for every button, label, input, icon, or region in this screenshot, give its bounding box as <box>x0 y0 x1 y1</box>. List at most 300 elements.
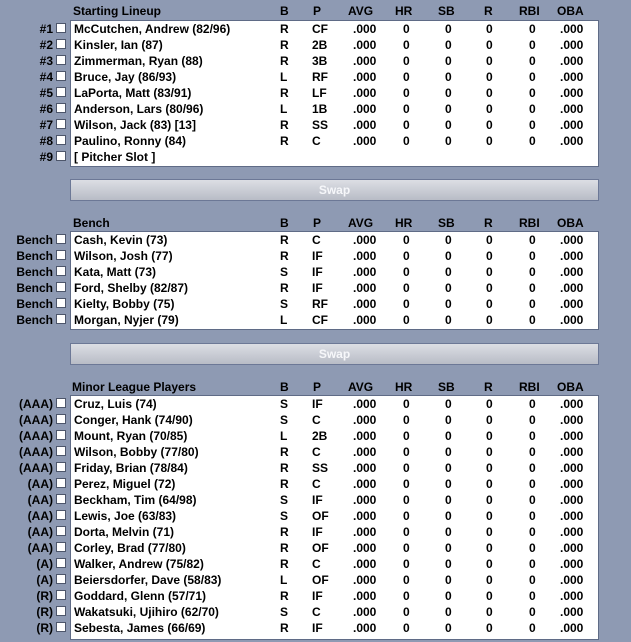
cell-avg: .000 <box>353 621 377 635</box>
cell-hr: 0 <box>403 541 410 555</box>
lineup-row[interactable] <box>0 149 631 165</box>
cell-sb: 0 <box>445 297 452 311</box>
slot-label: #9 <box>39 150 53 164</box>
row-checkbox[interactable] <box>56 39 66 49</box>
cell-name: Zimmerman, Ryan (88) <box>74 54 203 68</box>
cell-rbi: 0 <box>529 573 536 587</box>
cell-sb: 0 <box>445 477 452 491</box>
cell-name: Ford, Shelby (82/87) <box>74 281 189 295</box>
slot-label: Bench <box>16 265 53 279</box>
cell-hr: 0 <box>403 102 410 116</box>
slot-label: Bench <box>16 281 53 295</box>
cell-sb: 0 <box>445 249 452 263</box>
cell-r: 0 <box>486 397 493 411</box>
cell-name: Cash, Kevin (73) <box>74 233 168 247</box>
cell-name: Morgan, Nyjer (79) <box>74 313 179 327</box>
cell-p: IF <box>312 281 323 295</box>
cell-r: 0 <box>486 281 493 295</box>
cell-hr: 0 <box>403 86 410 100</box>
cell-name: Dorta, Melvin (71) <box>74 525 175 539</box>
cell-rbi: 0 <box>529 605 536 619</box>
cell-b: L <box>280 70 288 84</box>
cell-r: 0 <box>486 22 493 36</box>
cell-avg: .000 <box>353 233 377 247</box>
lineup-row[interactable] <box>0 21 631 37</box>
cell-r: 0 <box>486 573 493 587</box>
cell-p: OF <box>312 541 329 555</box>
cell-avg: .000 <box>353 541 377 555</box>
cell-oba: .000 <box>560 573 584 587</box>
cell-r: 0 <box>486 233 493 247</box>
cell-name: Walker, Andrew (75/82) <box>74 557 204 571</box>
cell-rbi: 0 <box>529 557 536 571</box>
cell-name: LaPorta, Matt (83/91) <box>74 86 192 100</box>
slot-label: #3 <box>39 54 53 68</box>
cell-oba: .000 <box>560 621 584 635</box>
cell-sb: 0 <box>445 281 452 295</box>
col-p-header: P <box>313 216 322 230</box>
cell-oba: .000 <box>560 477 584 491</box>
cell-p: C <box>312 477 321 491</box>
row-checkbox[interactable] <box>56 314 66 324</box>
cell-p: C <box>312 413 321 427</box>
cell-r: 0 <box>486 86 493 100</box>
cell-oba: .000 <box>560 413 584 427</box>
cell-r: 0 <box>486 541 493 555</box>
cell-rbi: 0 <box>529 493 536 507</box>
row-checkbox[interactable] <box>56 23 66 33</box>
bench-row[interactable] <box>0 296 631 312</box>
cell-b: S <box>280 265 289 279</box>
cell-b: L <box>280 573 288 587</box>
row-checkbox[interactable] <box>56 398 66 408</box>
cell-r: 0 <box>486 461 493 475</box>
col-rbi-header: RBI <box>519 4 540 18</box>
row-checkbox[interactable] <box>56 282 66 292</box>
slot-label: (AA) <box>27 477 53 491</box>
slot-label: Bench <box>16 297 53 311</box>
cell-rbi: 0 <box>529 477 536 491</box>
cell-p: IF <box>312 525 323 539</box>
col-r-header: R <box>484 4 493 18</box>
cell-p: IF <box>312 265 323 279</box>
cell-sb: 0 <box>445 54 452 68</box>
cell-sb: 0 <box>445 22 452 36</box>
cell-p: CF <box>312 22 328 36</box>
slot-label: #6 <box>39 102 53 116</box>
col-avg-header: AVG <box>348 4 374 18</box>
lineup-title: Starting Lineup <box>73 4 161 18</box>
cell-r: 0 <box>486 429 493 443</box>
cell-rbi: 0 <box>529 38 536 52</box>
row-checkbox[interactable] <box>56 574 66 584</box>
cell-sb: 0 <box>445 38 452 52</box>
cell-r: 0 <box>486 605 493 619</box>
bench-row[interactable] <box>0 312 631 328</box>
slot-label: Bench <box>16 249 53 263</box>
cell-oba: .000 <box>560 509 584 523</box>
cell-sb: 0 <box>445 313 452 327</box>
minors-row[interactable] <box>0 476 631 492</box>
row-checkbox[interactable] <box>56 558 66 568</box>
cell-p: OF <box>312 509 329 523</box>
slot-label: #1 <box>39 22 53 36</box>
cell-name: Sebesta, James (66/69) <box>74 621 206 635</box>
minors-row[interactable] <box>0 508 631 524</box>
cell-r: 0 <box>486 54 493 68</box>
slot-label: #4 <box>39 70 53 84</box>
cell-hr: 0 <box>403 249 410 263</box>
lineup-swap-button[interactable]: Swap <box>70 179 599 201</box>
cell-sb: 0 <box>445 118 452 132</box>
minors-row[interactable] <box>0 540 631 556</box>
cell-b: R <box>280 589 289 603</box>
cell-avg: .000 <box>353 429 377 443</box>
cell-hr: 0 <box>403 70 410 84</box>
cell-avg: .000 <box>353 281 377 295</box>
slot-label: (R) <box>36 605 53 619</box>
cell-avg: .000 <box>353 70 377 84</box>
cell-sb: 0 <box>445 573 452 587</box>
cell-sb: 0 <box>445 445 452 459</box>
cell-hr: 0 <box>403 134 410 148</box>
row-checkbox[interactable] <box>56 55 66 65</box>
row-checkbox[interactable] <box>56 622 66 632</box>
minors-row[interactable] <box>0 572 631 588</box>
row-checkbox[interactable] <box>56 87 66 97</box>
cell-sb: 0 <box>445 134 452 148</box>
minors-row[interactable] <box>0 460 631 476</box>
cell-hr: 0 <box>403 22 410 36</box>
cell-sb: 0 <box>445 557 452 571</box>
col-rbi-header: RBI <box>519 216 540 230</box>
cell-sb: 0 <box>445 461 452 475</box>
bench-title: Bench <box>73 216 110 230</box>
cell-b: L <box>280 429 288 443</box>
row-checkbox[interactable] <box>56 298 66 308</box>
col-oba-header: OBA <box>557 380 584 394</box>
cell-name: Mount, Ryan (70/85) <box>74 429 188 443</box>
cell-sb: 0 <box>445 102 452 116</box>
cell-b: S <box>280 509 289 523</box>
bench-row[interactable] <box>0 248 631 264</box>
cell-r: 0 <box>486 38 493 52</box>
slot-label: (R) <box>36 621 53 635</box>
cell-oba: .000 <box>560 429 584 443</box>
slot-label: (AAA) <box>19 445 53 459</box>
cell-rbi: 0 <box>529 233 536 247</box>
cell-name: Kata, Matt (73) <box>74 265 157 279</box>
cell-avg: .000 <box>353 605 377 619</box>
cell-p: LF <box>312 86 327 100</box>
cell-sb: 0 <box>445 541 452 555</box>
cell-avg: .000 <box>353 493 377 507</box>
cell-name: Wakatsuki, Ujihiro (62/70) <box>74 605 219 619</box>
row-checkbox[interactable] <box>56 526 66 536</box>
cell-r: 0 <box>486 621 493 635</box>
row-checkbox[interactable] <box>56 446 66 456</box>
cell-name: McCutchen, Andrew (82/96) <box>74 22 231 36</box>
cell-avg: .000 <box>353 525 377 539</box>
cell-name: Wilson, Bobby (77/80) <box>74 445 199 459</box>
cell-avg: .000 <box>353 22 377 36</box>
lineup-row[interactable] <box>0 85 631 101</box>
minors-row[interactable] <box>0 588 631 604</box>
lineup-row[interactable] <box>0 133 631 149</box>
minors-row[interactable] <box>0 428 631 444</box>
cell-rbi: 0 <box>529 525 536 539</box>
row-checkbox[interactable] <box>56 135 66 145</box>
row-checkbox[interactable] <box>56 234 66 244</box>
row-checkbox[interactable] <box>56 462 66 472</box>
cell-rbi: 0 <box>529 265 536 279</box>
cell-hr: 0 <box>403 461 410 475</box>
row-checkbox[interactable] <box>56 250 66 260</box>
slot-label: #5 <box>39 86 53 100</box>
minors-header <box>0 379 631 395</box>
cell-r: 0 <box>486 70 493 84</box>
slot-label: #2 <box>39 38 53 52</box>
bench-swap-button[interactable]: Swap <box>70 343 599 365</box>
row-checkbox[interactable] <box>56 266 66 276</box>
cell-avg: .000 <box>353 249 377 263</box>
row-checkbox[interactable] <box>56 510 66 520</box>
cell-b: R <box>280 525 289 539</box>
bench-row[interactable] <box>0 264 631 280</box>
lineup-row[interactable] <box>0 37 631 53</box>
cell-name: Corley, Brad (77/80) <box>74 541 186 555</box>
cell-oba: .000 <box>560 525 584 539</box>
cell-name: Paulino, Ronny (84) <box>74 134 187 148</box>
cell-rbi: 0 <box>529 118 536 132</box>
cell-b: L <box>280 102 288 116</box>
cell-p: IF <box>312 249 323 263</box>
cell-rbi: 0 <box>529 281 536 295</box>
cell-hr: 0 <box>403 445 410 459</box>
cell-r: 0 <box>486 134 493 148</box>
cell-b: R <box>280 477 289 491</box>
slot-label: (AA) <box>27 541 53 555</box>
cell-avg: .000 <box>353 461 377 475</box>
lineup-row[interactable] <box>0 117 631 133</box>
cell-oba: .000 <box>560 233 584 247</box>
cell-rbi: 0 <box>529 413 536 427</box>
cell-hr: 0 <box>403 281 410 295</box>
cell-avg: .000 <box>353 54 377 68</box>
row-checkbox[interactable] <box>56 494 66 504</box>
cell-name: Cruz, Luis (74) <box>74 397 157 411</box>
cell-rbi: 0 <box>529 313 536 327</box>
cell-p: IF <box>312 589 323 603</box>
cell-rbi: 0 <box>529 509 536 523</box>
cell-rbi: 0 <box>529 54 536 68</box>
cell-p: C <box>312 445 321 459</box>
lineup-row[interactable] <box>0 101 631 117</box>
cell-avg: .000 <box>353 445 377 459</box>
row-checkbox[interactable] <box>56 414 66 424</box>
cell-oba: .000 <box>560 297 584 311</box>
cell-hr: 0 <box>403 509 410 523</box>
slot-label: (AAA) <box>19 429 53 443</box>
cell-rbi: 0 <box>529 86 536 100</box>
cell-name: Kielty, Bobby (75) <box>74 297 175 311</box>
cell-sb: 0 <box>445 493 452 507</box>
cell-avg: .000 <box>353 86 377 100</box>
bench-header <box>0 215 631 231</box>
cell-hr: 0 <box>403 429 410 443</box>
cell-name: Perez, Miguel (72) <box>74 477 176 491</box>
minors-row[interactable] <box>0 604 631 620</box>
row-checkbox[interactable] <box>56 151 66 161</box>
minors-row[interactable] <box>0 620 631 636</box>
bench-row[interactable] <box>0 280 631 296</box>
col-rbi-header: RBI <box>519 380 540 394</box>
cell-oba: .000 <box>560 265 584 279</box>
row-checkbox[interactable] <box>56 103 66 113</box>
cell-r: 0 <box>486 413 493 427</box>
cell-hr: 0 <box>403 557 410 571</box>
cell-b: S <box>280 413 289 427</box>
lineup-header <box>0 3 631 19</box>
cell-p: 3B <box>312 54 328 68</box>
slot-label: (R) <box>36 589 53 603</box>
cell-sb: 0 <box>445 621 452 635</box>
cell-b: S <box>280 297 289 311</box>
cell-rbi: 0 <box>529 461 536 475</box>
cell-oba: .000 <box>560 589 584 603</box>
cell-p: 2B <box>312 429 328 443</box>
cell-r: 0 <box>486 102 493 116</box>
cell-avg: .000 <box>353 297 377 311</box>
cell-p: IF <box>312 493 323 507</box>
cell-b: R <box>280 134 289 148</box>
cell-hr: 0 <box>403 493 410 507</box>
slot-label: (AA) <box>27 509 53 523</box>
col-sb-header: SB <box>438 216 455 230</box>
cell-b: R <box>280 86 289 100</box>
cell-hr: 0 <box>403 525 410 539</box>
cell-hr: 0 <box>403 621 410 635</box>
cell-r: 0 <box>486 118 493 132</box>
cell-sb: 0 <box>445 605 452 619</box>
cell-oba: .000 <box>560 38 584 52</box>
cell-p: C <box>312 134 321 148</box>
slot-label: (AA) <box>27 493 53 507</box>
minors-row[interactable] <box>0 444 631 460</box>
slot-label: (A) <box>36 557 53 571</box>
cell-name: Wilson, Jack (83) [13] <box>74 118 196 132</box>
cell-b: R <box>280 445 289 459</box>
cell-sb: 0 <box>445 265 452 279</box>
cell-b: S <box>280 397 289 411</box>
row-checkbox[interactable] <box>56 71 66 81</box>
cell-b: R <box>280 233 289 247</box>
cell-oba: .000 <box>560 397 584 411</box>
cell-avg: .000 <box>353 509 377 523</box>
minors-row[interactable] <box>0 492 631 508</box>
col-p-header: P <box>313 380 322 394</box>
cell-avg: .000 <box>353 118 377 132</box>
cell-rbi: 0 <box>529 445 536 459</box>
cell-b: R <box>280 22 289 36</box>
cell-rbi: 0 <box>529 102 536 116</box>
slot-label: #8 <box>39 134 53 148</box>
row-checkbox[interactable] <box>56 119 66 129</box>
row-checkbox[interactable] <box>56 590 66 600</box>
cell-rbi: 0 <box>529 621 536 635</box>
cell-hr: 0 <box>403 297 410 311</box>
cell-hr: 0 <box>403 413 410 427</box>
cell-b: R <box>280 54 289 68</box>
cell-rbi: 0 <box>529 429 536 443</box>
row-checkbox[interactable] <box>56 606 66 616</box>
cell-oba: .000 <box>560 281 584 295</box>
col-b-header: B <box>280 4 289 18</box>
cell-r: 0 <box>486 297 493 311</box>
cell-avg: .000 <box>353 413 377 427</box>
cell-name: [ Pitcher Slot ] <box>74 150 156 164</box>
cell-hr: 0 <box>403 477 410 491</box>
slot-label: (AAA) <box>19 413 53 427</box>
cell-hr: 0 <box>403 265 410 279</box>
cell-b: R <box>280 38 289 52</box>
cell-b: R <box>280 461 289 475</box>
cell-name: Friday, Brian (78/84) <box>74 461 188 475</box>
cell-oba: .000 <box>560 541 584 555</box>
cell-b: R <box>280 281 289 295</box>
cell-sb: 0 <box>445 86 452 100</box>
minors-row[interactable] <box>0 556 631 572</box>
lineup-row[interactable] <box>0 53 631 69</box>
minors-title: Minor League Players <box>72 380 197 394</box>
col-r-header: R <box>484 380 493 394</box>
cell-p: IF <box>312 397 323 411</box>
cell-r: 0 <box>486 445 493 459</box>
row-checkbox[interactable] <box>56 542 66 552</box>
cell-r: 0 <box>486 525 493 539</box>
row-checkbox[interactable] <box>56 430 66 440</box>
bench-row[interactable] <box>0 232 631 248</box>
row-checkbox[interactable] <box>56 478 66 488</box>
minors-row[interactable] <box>0 396 631 412</box>
cell-p: CF <box>312 313 328 327</box>
cell-r: 0 <box>486 589 493 603</box>
slot-label: (AAA) <box>19 461 53 475</box>
cell-b: R <box>280 557 289 571</box>
cell-p: OF <box>312 573 329 587</box>
cell-avg: .000 <box>353 557 377 571</box>
cell-oba: .000 <box>560 313 584 327</box>
cell-p: C <box>312 557 321 571</box>
cell-b: L <box>280 313 288 327</box>
cell-sb: 0 <box>445 429 452 443</box>
cell-hr: 0 <box>403 313 410 327</box>
minors-row[interactable] <box>0 412 631 428</box>
cell-sb: 0 <box>445 397 452 411</box>
cell-p: C <box>312 233 321 247</box>
minors-row[interactable] <box>0 524 631 540</box>
cell-avg: .000 <box>353 313 377 327</box>
cell-sb: 0 <box>445 525 452 539</box>
col-b-header: B <box>280 216 289 230</box>
cell-p: 2B <box>312 38 328 52</box>
col-r-header: R <box>484 216 493 230</box>
cell-hr: 0 <box>403 38 410 52</box>
col-p-header: P <box>313 4 322 18</box>
cell-name: Bruce, Jay (86/93) <box>74 70 177 84</box>
cell-b: R <box>280 541 289 555</box>
lineup-row[interactable] <box>0 69 631 85</box>
